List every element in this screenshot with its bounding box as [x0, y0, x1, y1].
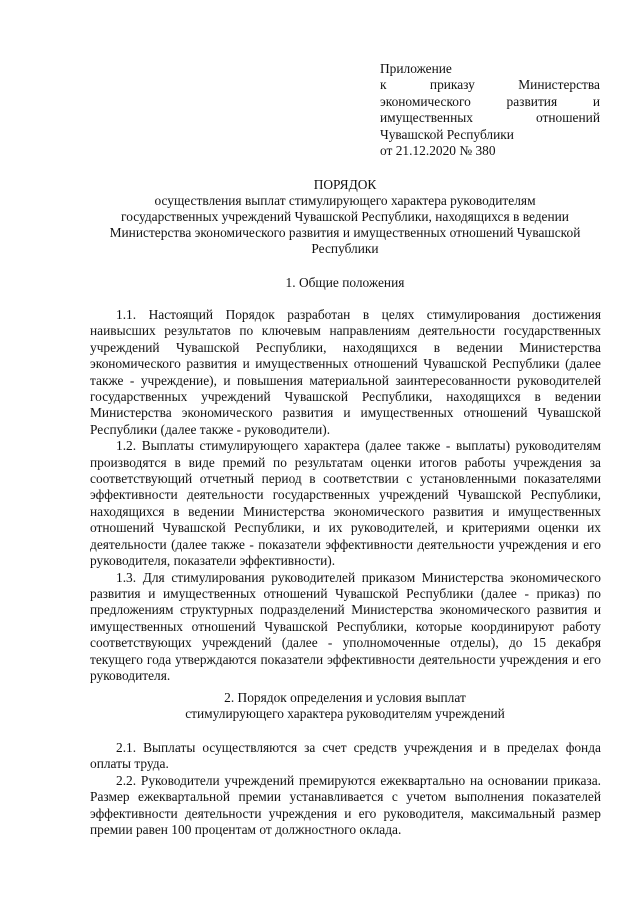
- paragraph-1-2: 1.2. Выплаты стимулирующего характера (далее также - выплаты) руководителям производятся в виде премий по результатам оценки итогов работы учреждения за соответствующий отчетный период в соответствии с установленными показателями эффективности деятельности государственных учреждений Чувашской Республики, находящихся в ведении Министерства экономического развития и имущественных отношений Чувашской Республики, и их руководителей, и критериями оценки их деятельности (далее также - показатели эффективности деятельности учреждения и его руководителя, показатели эффективности).: [90, 438, 601, 569]
- title-name: ПОРЯДОК: [313, 177, 377, 192]
- section-1-heading-text: 1. Общие положения: [285, 275, 405, 290]
- title-line-2: государственных учреждений Чувашской Республики, находящихся в ведении: [121, 209, 569, 224]
- section-2-heading: [80, 690, 610, 723]
- appendix-ministry-line-2: имущественных отношений: [380, 110, 600, 126]
- appendix-label: Приложение: [380, 61, 452, 76]
- paragraph-1-1: 1.1. Настоящий Порядок разработан в целях стимулирования достижения наивысших результатов по ключевым направлениям деятельности государственных учреждений Чувашской Республики, находящихся в ведении Министерства экономического развития и имущественных отношений Чувашской Республики (далее также - учреждение), и повышения материальной заинтересованности руководителей государственных учреждений Чувашской Республики, находящихся в ведении Министерства экономического развития и имущественных отношений Чувашской Республики (далее также - руководители).: [90, 307, 601, 437]
- appendix-republic-line: Чувашской Республики: [380, 126, 514, 142]
- section-2-heading-line-1: 2. Порядок определения и условия выплат: [224, 690, 466, 705]
- section-1-body: [90, 307, 601, 684]
- appendix-block: [380, 61, 600, 159]
- section-2-heading-line-2: стимулирующего характера руководителям учреждений: [185, 706, 505, 722]
- title-line-1: осуществления выплат стимулирующего характера руководителям: [154, 193, 536, 208]
- appendix-date-number: от 21.12.2020 № 380: [380, 143, 496, 159]
- section-2-body: [90, 740, 601, 838]
- title-line-3: Министерства экономического развития и имущественных отношений Чувашской: [109, 225, 581, 240]
- paragraph-1-3: 1.3. Для стимулирования руководителей приказом Министерства экономического развития и имущественных отношений Чувашской Республики (далее - приказ) по предложениям структурных подразделений Министерства экономического развития и имущественных отношений Чувашской Республики, которые координируют работу соответствующих учреждений (далее - уполномоченные отделы), до 15 декабря текущего года утверждаются показатели эффективности деятельности учреждения и его руководителя.: [90, 569, 601, 683]
- paragraph-2-1: 2.1. Выплаты осуществляются за счет средств учреждения и в пределах фонда оплаты труда.: [90, 740, 601, 772]
- paragraph-2-2: 2.2. Руководители учреждений премируются ежеквартально на основании приказа. Размер ежеквартальной премии устанавливается с учетом выполнения показателей эффективности деятельности учреждения и его руководителя, максимальный размер премии равен 100 процентам от должностного оклада.: [90, 772, 601, 838]
- document-title: [80, 177, 610, 257]
- appendix-ministry-line-1: экономического развития и: [380, 93, 600, 109]
- section-1-heading: [80, 275, 610, 291]
- appendix-order-line: к приказу Министерства: [380, 77, 600, 93]
- title-line-4: Республики: [311, 241, 379, 256]
